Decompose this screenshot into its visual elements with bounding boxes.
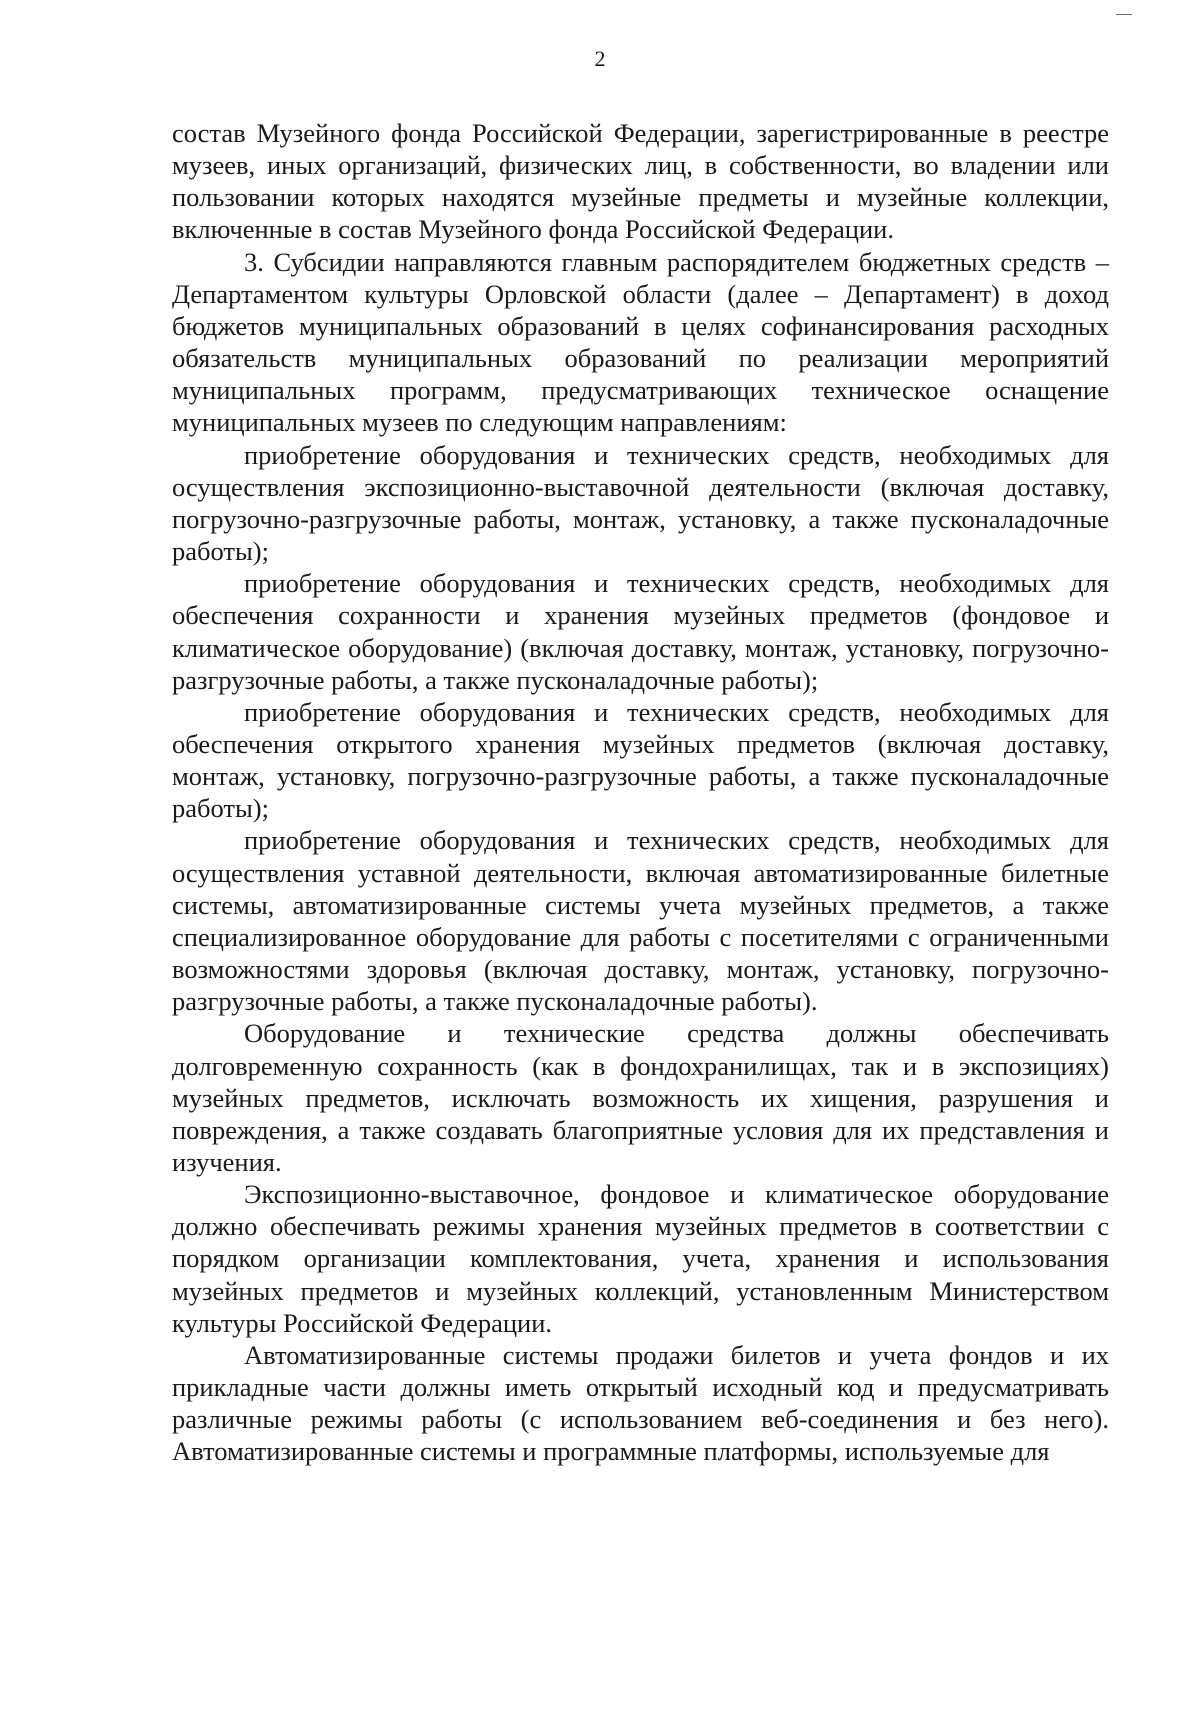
paragraph-direction-open-storage: приобретение оборудования и технических средств, необходимых для обеспечения открытого хранения музейных предметов (включая доставку, монтаж, установку, погрузочно-разгрузочные работы, а также пусконаладочные работы); [172, 696, 1109, 824]
paragraph-direction-storage: приобретение оборудования и технических средств, необходимых для обеспечения сохранности и хранения музейных предметов (фондовое и климатическое оборудование) (включая доставку, монтаж, установку, погрузочно-разгрузочные работы, а также пусконаладочные работы); [172, 568, 1109, 695]
scan-mark [1116, 14, 1132, 15]
paragraph-direction-statutory: приобретение оборудования и технических средств, необходимых для осуществления уставной деятельности, включая автоматизированные билетные системы, автоматизированные системы учета музейных предметов, а также специализированное оборудование для работы с посетителями с ограниченными возможностями здоровья (включая доставку, монтаж, установку, погрузочно-разгрузочные работы, а также пусконаладочные работы). [172, 825, 1109, 1017]
paragraph-item-3: 3. Субсидии направляются главным распорядителем бюджетных средств – Департаментом культуры Орловской области (далее – Департамент) в доход бюджетов муниципальных образований в целях софинансирования расходных обязательств муниципальных образований по реализации мероприятий муниципальных программ, предусматривающих техническое оснащение муниципальных музеев по следующим направлениям: [172, 246, 1109, 438]
page-number: 2 [594, 46, 606, 71]
paragraph-automated-systems: Автоматизированные системы продажи билетов и учета фондов и их прикладные части должны иметь открытый исходный код и предусматривать различные режимы работы (с использованием веб-соединения и без него). Автоматизированные системы и программные платформы, используемые для [172, 1339, 1109, 1467]
document-body [172, 117, 1109, 1468]
paragraph-continuation: состав Музейного фонда Российской Федерации, зарегистрированные в реестре музеев, иных организаций, физических лиц, в собственности, во владении или пользовании которых находятся музейные предметы и музейные коллекции, включенные в состав Музейного фонда Российской Федерации. [172, 118, 1109, 245]
paragraph-direction-exhibition: приобретение оборудования и технических средств, необходимых для осуществления экспозиционно-выставочной деятельности (включая доставку, погрузочно-разгрузочные работы, монтаж, установку, а также пусконаладочные работы); [172, 439, 1109, 567]
paragraph-storage-regimes: Экспозиционно-выставочное, фондовое и климатическое оборудование должно обеспечивать режимы хранения музейных предметов в соответствии с порядком организации комплектования, учета, хранения и использования музейных предметов и музейных коллекций, установленным Министерством культуры Российской Федерации. [172, 1179, 1109, 1338]
paragraph-equipment-requirements: Оборудование и технические средства должны обеспечивать долговременную сохранность (как в фондохранилищах, так и в экспозициях) музейных предметов, исключать возможность их хищения, разрушения и повреждения, а также создавать благоприятные условия для их представления и изучения. [172, 1018, 1109, 1177]
